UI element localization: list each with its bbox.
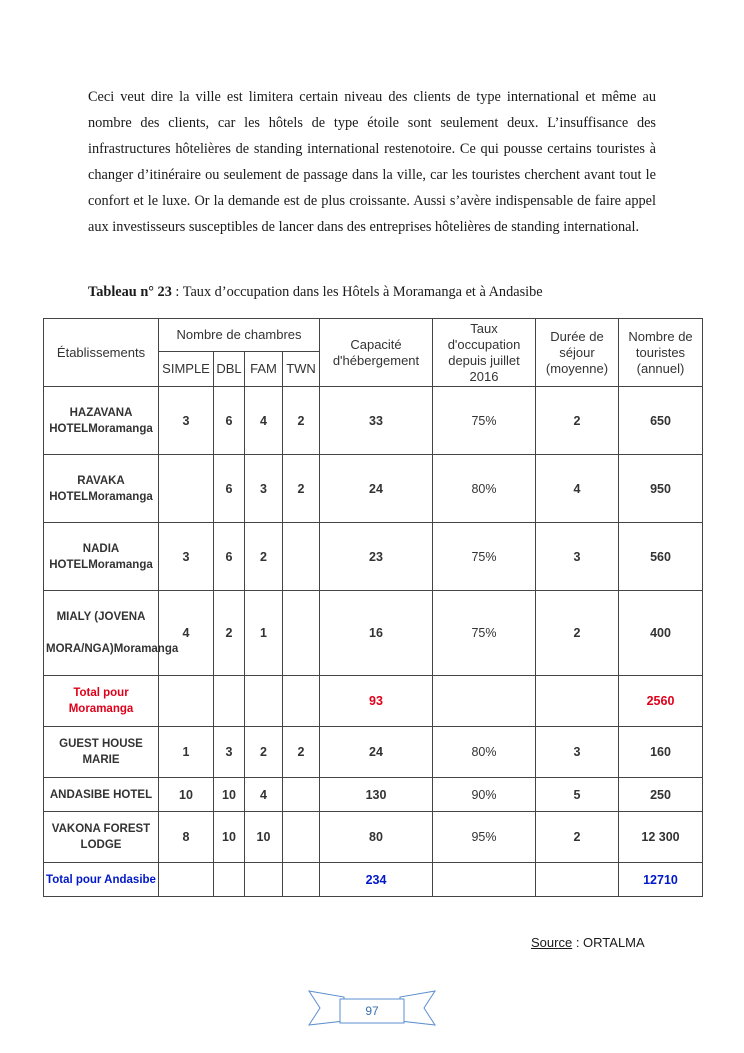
table-row: [44, 591, 703, 676]
cell-dbl: 2: [214, 591, 245, 676]
cell-capacity: 24: [320, 455, 433, 523]
cell-tourists: 650: [619, 387, 703, 455]
cell-tourists-total: 12710: [619, 863, 703, 897]
header-establishments: Établissements: [44, 319, 159, 387]
occupancy-table: [43, 318, 703, 897]
header-simple: SIMPLE: [159, 352, 214, 387]
row-establishment: GUEST HOUSE MARIE: [44, 727, 159, 778]
cell-dbl: 10: [214, 778, 245, 812]
cell-fam: 3: [245, 455, 283, 523]
row-establishment: ANDASIBE HOTEL: [44, 778, 159, 812]
row-establishment: VAKONA FOREST LODGE: [44, 812, 159, 863]
cell-fam: 4: [245, 387, 283, 455]
cell-dbl: 6: [214, 455, 245, 523]
row-establishment: NADIA HOTELMoramanga: [44, 523, 159, 591]
cell-tourists: 950: [619, 455, 703, 523]
cell-capacity-total: 234: [320, 863, 433, 897]
cell-twn: [283, 778, 320, 812]
table-source: [531, 935, 645, 950]
cell-fam: 1: [245, 591, 283, 676]
cell-simple: 8: [159, 812, 214, 863]
table-row: [44, 727, 703, 778]
row-establishment-line1: MIALY (JOVENA: [56, 611, 146, 623]
cell-fam: 2: [245, 727, 283, 778]
cell-occupancy: 75%: [433, 523, 536, 591]
table-row: [44, 455, 703, 523]
table-row: [44, 778, 703, 812]
header-tourists: Nombre de touristes (annuel): [619, 319, 703, 387]
cell-twn: 2: [283, 727, 320, 778]
table-caption-label: Tableau n° 23: [88, 284, 172, 300]
cell-stay: 3: [536, 523, 619, 591]
cell-twn: [283, 812, 320, 863]
cell-stay: 2: [536, 591, 619, 676]
cell-twn: 2: [283, 387, 320, 455]
table-row: [44, 812, 703, 863]
body-paragraph: Ceci veut dire la ville est limitera certain niveau des clients de type international et même au nombre des clients, car les hôtels de type étoile sont seulement deux. L’insuffisance des infrastructures hôtelières de standing international restenotoire. Ce qui pousse certains touristes à changer d’itinéraire ou seulement de passage dans la ville, car les touristes cherchent avant tout le confort et le luxe. Or la demande est de plus croissante. Aussi s’avère indispensable de faire appel aux investisseurs susceptibles de lancer dans des entreprises hôtelières de standing international.: [88, 89, 656, 235]
cell-simple: [159, 455, 214, 523]
row-establishment: [44, 591, 179, 676]
row-total-andasibe: Total pour Andasibe: [44, 863, 159, 897]
cell-occupancy: 80%: [433, 455, 536, 523]
cell-simple: 10: [159, 778, 214, 812]
cell-stay: 2: [536, 812, 619, 863]
cell-tourists: 400: [619, 591, 703, 676]
cell-dbl: 3: [214, 727, 245, 778]
cell-tourists-total: 2560: [619, 676, 703, 727]
cell-simple: 3: [159, 523, 214, 591]
cell-occupancy: 75%: [433, 591, 536, 676]
source-label: Source: [531, 935, 573, 950]
cell-tourists: 12 300: [619, 812, 703, 863]
cell-stay: 2: [536, 387, 619, 455]
row-establishment-line2: MORA/NGA)Moramanga: [46, 643, 179, 655]
cell-occupancy: 90%: [433, 778, 536, 812]
cell-twn: [283, 523, 320, 591]
header-rooms: Nombre de chambres: [159, 319, 320, 352]
table-row: [44, 387, 703, 455]
header-dbl: DBL: [214, 352, 245, 387]
cell-capacity-total: 93: [320, 676, 433, 727]
cell-occupancy: 75%: [433, 387, 536, 455]
cell-tourists: 560: [619, 523, 703, 591]
cell-dbl: 6: [214, 387, 245, 455]
cell-capacity: 23: [320, 523, 433, 591]
cell-occupancy: 80%: [433, 727, 536, 778]
table-total-row: [44, 676, 703, 727]
source-text: : ORTALMA: [572, 935, 645, 950]
cell-capacity: 16: [320, 591, 433, 676]
table-caption: [88, 284, 543, 301]
header-stay: Durée de séjour (moyenne): [536, 319, 619, 387]
cell-tourists: 160: [619, 727, 703, 778]
page-number: 97: [365, 1004, 379, 1018]
table-caption-text: : Taux d’occupation dans les Hôtels à Moramanga et à Andasibe: [171, 284, 543, 300]
cell-twn: 2: [283, 455, 320, 523]
cell-stay: 3: [536, 727, 619, 778]
cell-simple: 3: [159, 387, 214, 455]
cell-dbl: 6: [214, 523, 245, 591]
cell-stay: 4: [536, 455, 619, 523]
row-total-moramanga: Total pour Moramanga: [44, 676, 159, 727]
cell-capacity: 130: [320, 778, 433, 812]
header-twn: TWN: [283, 352, 320, 387]
cell-capacity: 33: [320, 387, 433, 455]
header-fam: FAM: [245, 352, 283, 387]
table-header-row: [44, 319, 703, 352]
cell-twn: [283, 591, 320, 676]
row-establishment: RAVAKA HOTELMoramanga: [44, 455, 159, 523]
table-total-row: [44, 863, 703, 897]
banner-left-ribbon: [309, 991, 344, 1025]
table-row: [44, 523, 703, 591]
cell-occupancy: 95%: [433, 812, 536, 863]
header-capacity: Capacité d'hébergement: [320, 319, 433, 387]
cell-stay: 5: [536, 778, 619, 812]
cell-simple: 1: [159, 727, 214, 778]
banner-right-ribbon: [400, 991, 435, 1025]
header-occupancy: Taux d'occupation depuis juillet 2016: [433, 319, 536, 387]
row-establishment: HAZAVANA HOTELMoramanga: [44, 387, 159, 455]
cell-capacity: 80: [320, 812, 433, 863]
cell-tourists: 250: [619, 778, 703, 812]
cell-fam: 10: [245, 812, 283, 863]
cell-dbl: 10: [214, 812, 245, 863]
cell-fam: 2: [245, 523, 283, 591]
cell-fam: 4: [245, 778, 283, 812]
cell-capacity: 24: [320, 727, 433, 778]
cell-simple: 4: [159, 591, 214, 676]
